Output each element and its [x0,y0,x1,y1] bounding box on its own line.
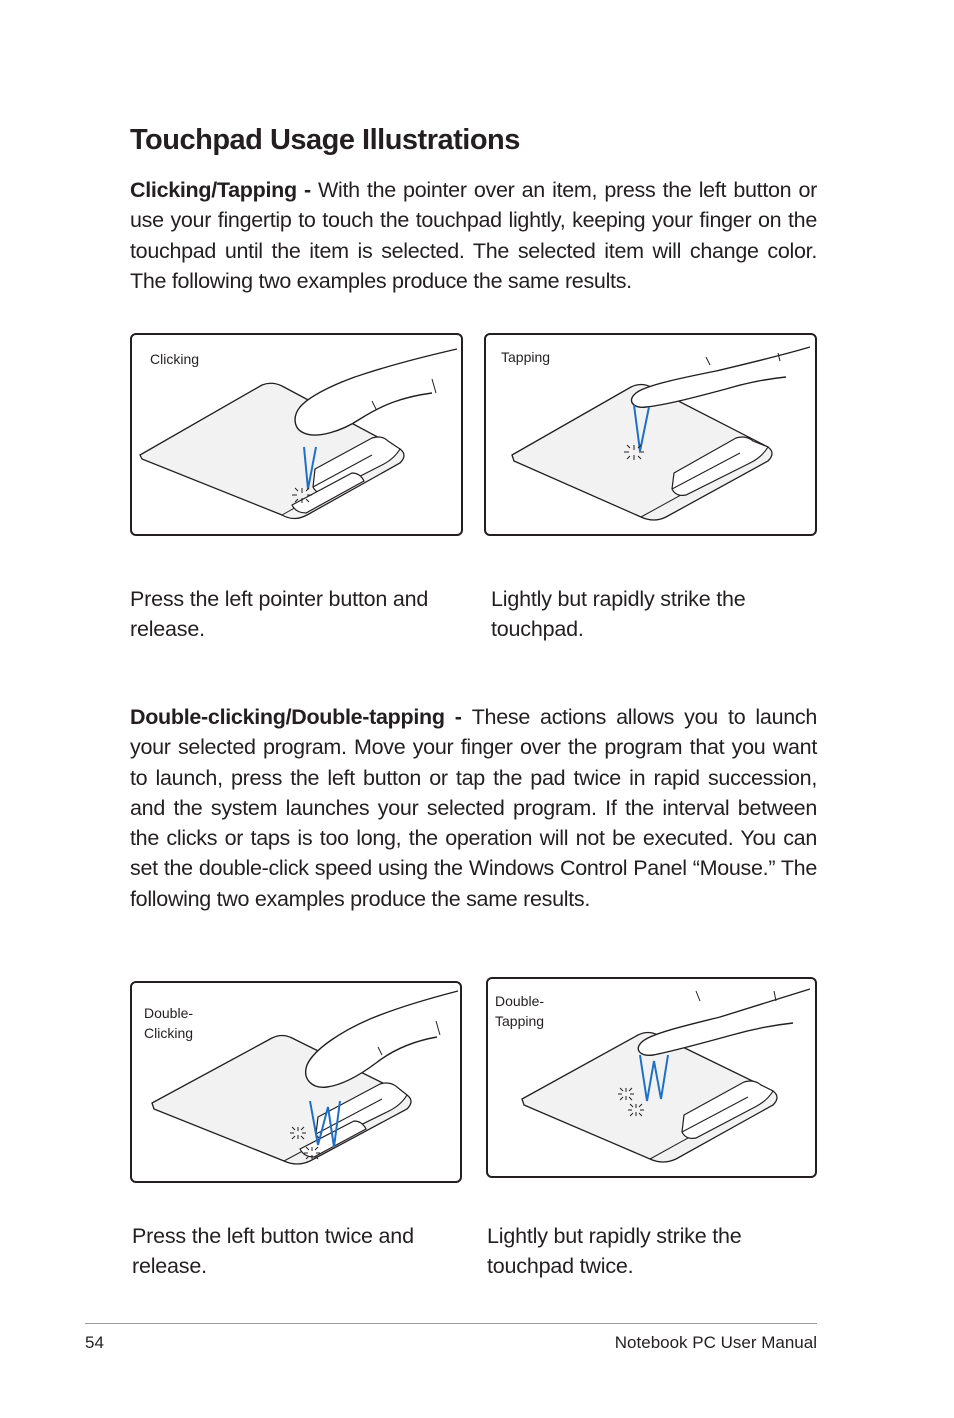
double-clicking-description: These actions allows you to launch your selected program. Move your finger over the program that you want to launch, press the left button or tap the pad twice in rapid succession, and the system launches your selected program. If the interval between the clicks or taps is too long, the operation will not be executed. You can set the double-click speed using the Windows Control Panel “Mouse.” The following two examples produce the same results. [130,705,817,911]
figure-label-line2: Clicking [144,1025,194,1041]
double-clicking-paragraph [130,702,817,914]
double-tapping-caption: Lightly but rapidly strike the touchpad twice. [487,1224,742,1279]
page-title: Touchpad Usage Illustrations [130,124,520,156]
figure-label: Clicking [150,351,200,367]
tapping-figure [484,333,817,536]
clicking-caption: Press the left pointer button and release. [130,587,429,642]
double-tapping-figure [486,977,817,1178]
page-number: 54 [85,1333,104,1352]
figure-label [144,1003,193,1043]
double-clicking-term: Double-clicking/Double-tapping - [130,705,472,729]
clicking-paragraph [130,175,817,296]
double-clicking-figure [130,981,462,1183]
figure-label-line1: Double- [144,1005,194,1021]
tapping-caption: Lightly but rapidly strike the touchpad. [491,587,746,642]
clicking-description: With the pointer over an item, press the left button or use your fingertip to touch the touchpad lightly, keeping your finger on the touchpad until the item is selected. The selected item will change color. The following two examples produce the same results. [130,178,817,293]
clicking-figure [130,333,463,536]
footer-divider [85,1323,817,1324]
clicking-term: Clicking/Tapping - [130,178,318,202]
double-clicking-caption: Press the left button twice and release. [132,1224,414,1279]
figure-label: Tapping [501,349,551,365]
figure-label [495,991,544,1031]
manual-title: Notebook PC User Manual [614,1333,817,1352]
figure-label-line2: Tapping [495,1013,545,1029]
figure-label-line1: Double- [495,993,545,1009]
